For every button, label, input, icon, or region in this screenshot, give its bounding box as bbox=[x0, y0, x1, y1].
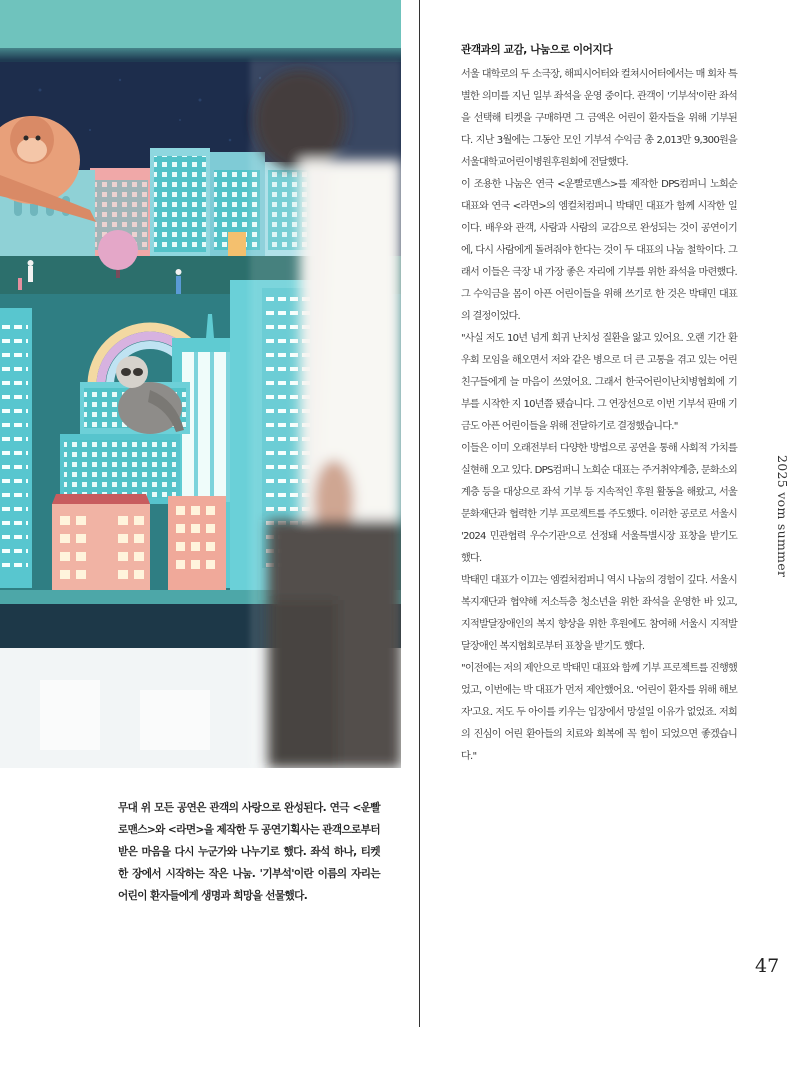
article-paragraph: "사실 저도 10년 넘게 희귀 난치성 질환을 앓고 있어요. 오랜 기간 환우회 모임을 해오면서 저와 같은 병으로 더 큰 고통을 겪고 있는 어린 친구들에게 늘 마음이 쓰였어요. 그래서 한국어린이난치병협회에 기부를 시작한 지 10년쯤 됐습니다. 그 연장선으로 이번 기부석 판매 기금도 아픈 어린이들을 위해 전달하기로 결정했습니다." bbox=[461, 333, 737, 432]
article-paragraph: "이전에는 저의 제안으로 박태민 대표와 함께 기부 프로젝트를 진행했었고, 이번에는 박 대표가 먼저 제안했어요. '어린이 환자를 위해 해보자'고요. 저도 두 아이를 키우는 입장에서 망설일 이유가 없었죠. 저희의 진심이 어린 환아들의 치료와 회복에 꼭 힘이 되었으면 좋겠습니다." bbox=[461, 663, 737, 762]
running-head: 2025 vom summer bbox=[775, 455, 790, 578]
article-body bbox=[461, 42, 737, 768]
photo-caption: 무대 위 모든 공연은 관객의 사랑으로 완성된다. 연극 <운빨로맨스>와 <라면>을 제작한 두 공연기획사는 관객으로부터 받은 마음을 다시 누군가와 나누기로 했다. 좌석 하나, 티켓 한 장에서 시작하는 작은 나눔. '기부석'이란 이름의 자리는 어린이 환자들에게 생명과 희망을 선물했다. bbox=[118, 802, 380, 902]
building-icon bbox=[52, 494, 226, 592]
article-paragraph: 이 조용한 나눔은 연극 <운빨로맨스>를 제작한 DPS컴퍼니 노희순 대표와 연극 <라면>의 엠컬처컴퍼니 박태민 대표가 함께 시작한 일이다. 배우와 관객, 사람과 사람의 교감으로 완성되는 것이 공연이기에, 다시 사람에게 돌려줘야 한다는 것이 두 대표의 나눔 철학이다. 그래서 이들은 극장 내 가장 좋은 자리에 기부를 위한 좌석을 마련했다. 그 수익금을 몸이 아픈 어린이들을 위해 쓰기로 한 것은 박태민 대표의 결정이었다. bbox=[461, 179, 737, 322]
stage-illustration bbox=[0, 0, 401, 768]
article-paragraph: 서울 대학로의 두 소극장, 해피시어터와 컬쳐시어터에서는 매 회차 특별한 의미를 지닌 일부 좌석을 운영 중이다. 관객이 '기부석'이란 좌석을 선택해 티켓을 구매하면 그 금액은 어린이 환자들을 위해 기부된다. 지난 3월에는 그동안 모인 기부석 수익금 총 2,013만 9,300원을 서울대학교어린이병원후원회에 전달했다. bbox=[461, 69, 737, 168]
column-divider bbox=[419, 0, 420, 1027]
page-number: 47 bbox=[755, 955, 780, 977]
article-paragraph: 박태민 대표가 이끄는 엠컬처컴퍼니 역시 나눔의 경험이 깊다. 서울시복지재단과 협약해 저소득층 청소년을 위한 좌석을 운영한 바 있고, 지적발달장애인의 복지 향상을 위한 후원에도 참여해 서울시 지적발달장애인 복지협회로부터 표창을 받기도 했다. bbox=[461, 575, 737, 652]
article-heading: 관객과의 교감, 나눔으로 이어지다 bbox=[461, 44, 613, 56]
stage-photo bbox=[0, 0, 401, 768]
article-paragraph: 이들은 이미 오래전부터 다양한 방법으로 공연을 통해 사회적 가치를 실현해 오고 있다. DPS컴퍼니 노희순 대표는 주거취약계층, 문화소외계층 등을 대상으로 좌석 기부 등 지속적인 후원 활동을 해왔고, 서울문화재단과 협력한 기부 프로젝트를 주도했다. 이러한 공로로 서울시 '2024 민관협력 우수기관'으로 선정돼 서울특별시장 표창을 받기도 했다. bbox=[461, 443, 737, 564]
